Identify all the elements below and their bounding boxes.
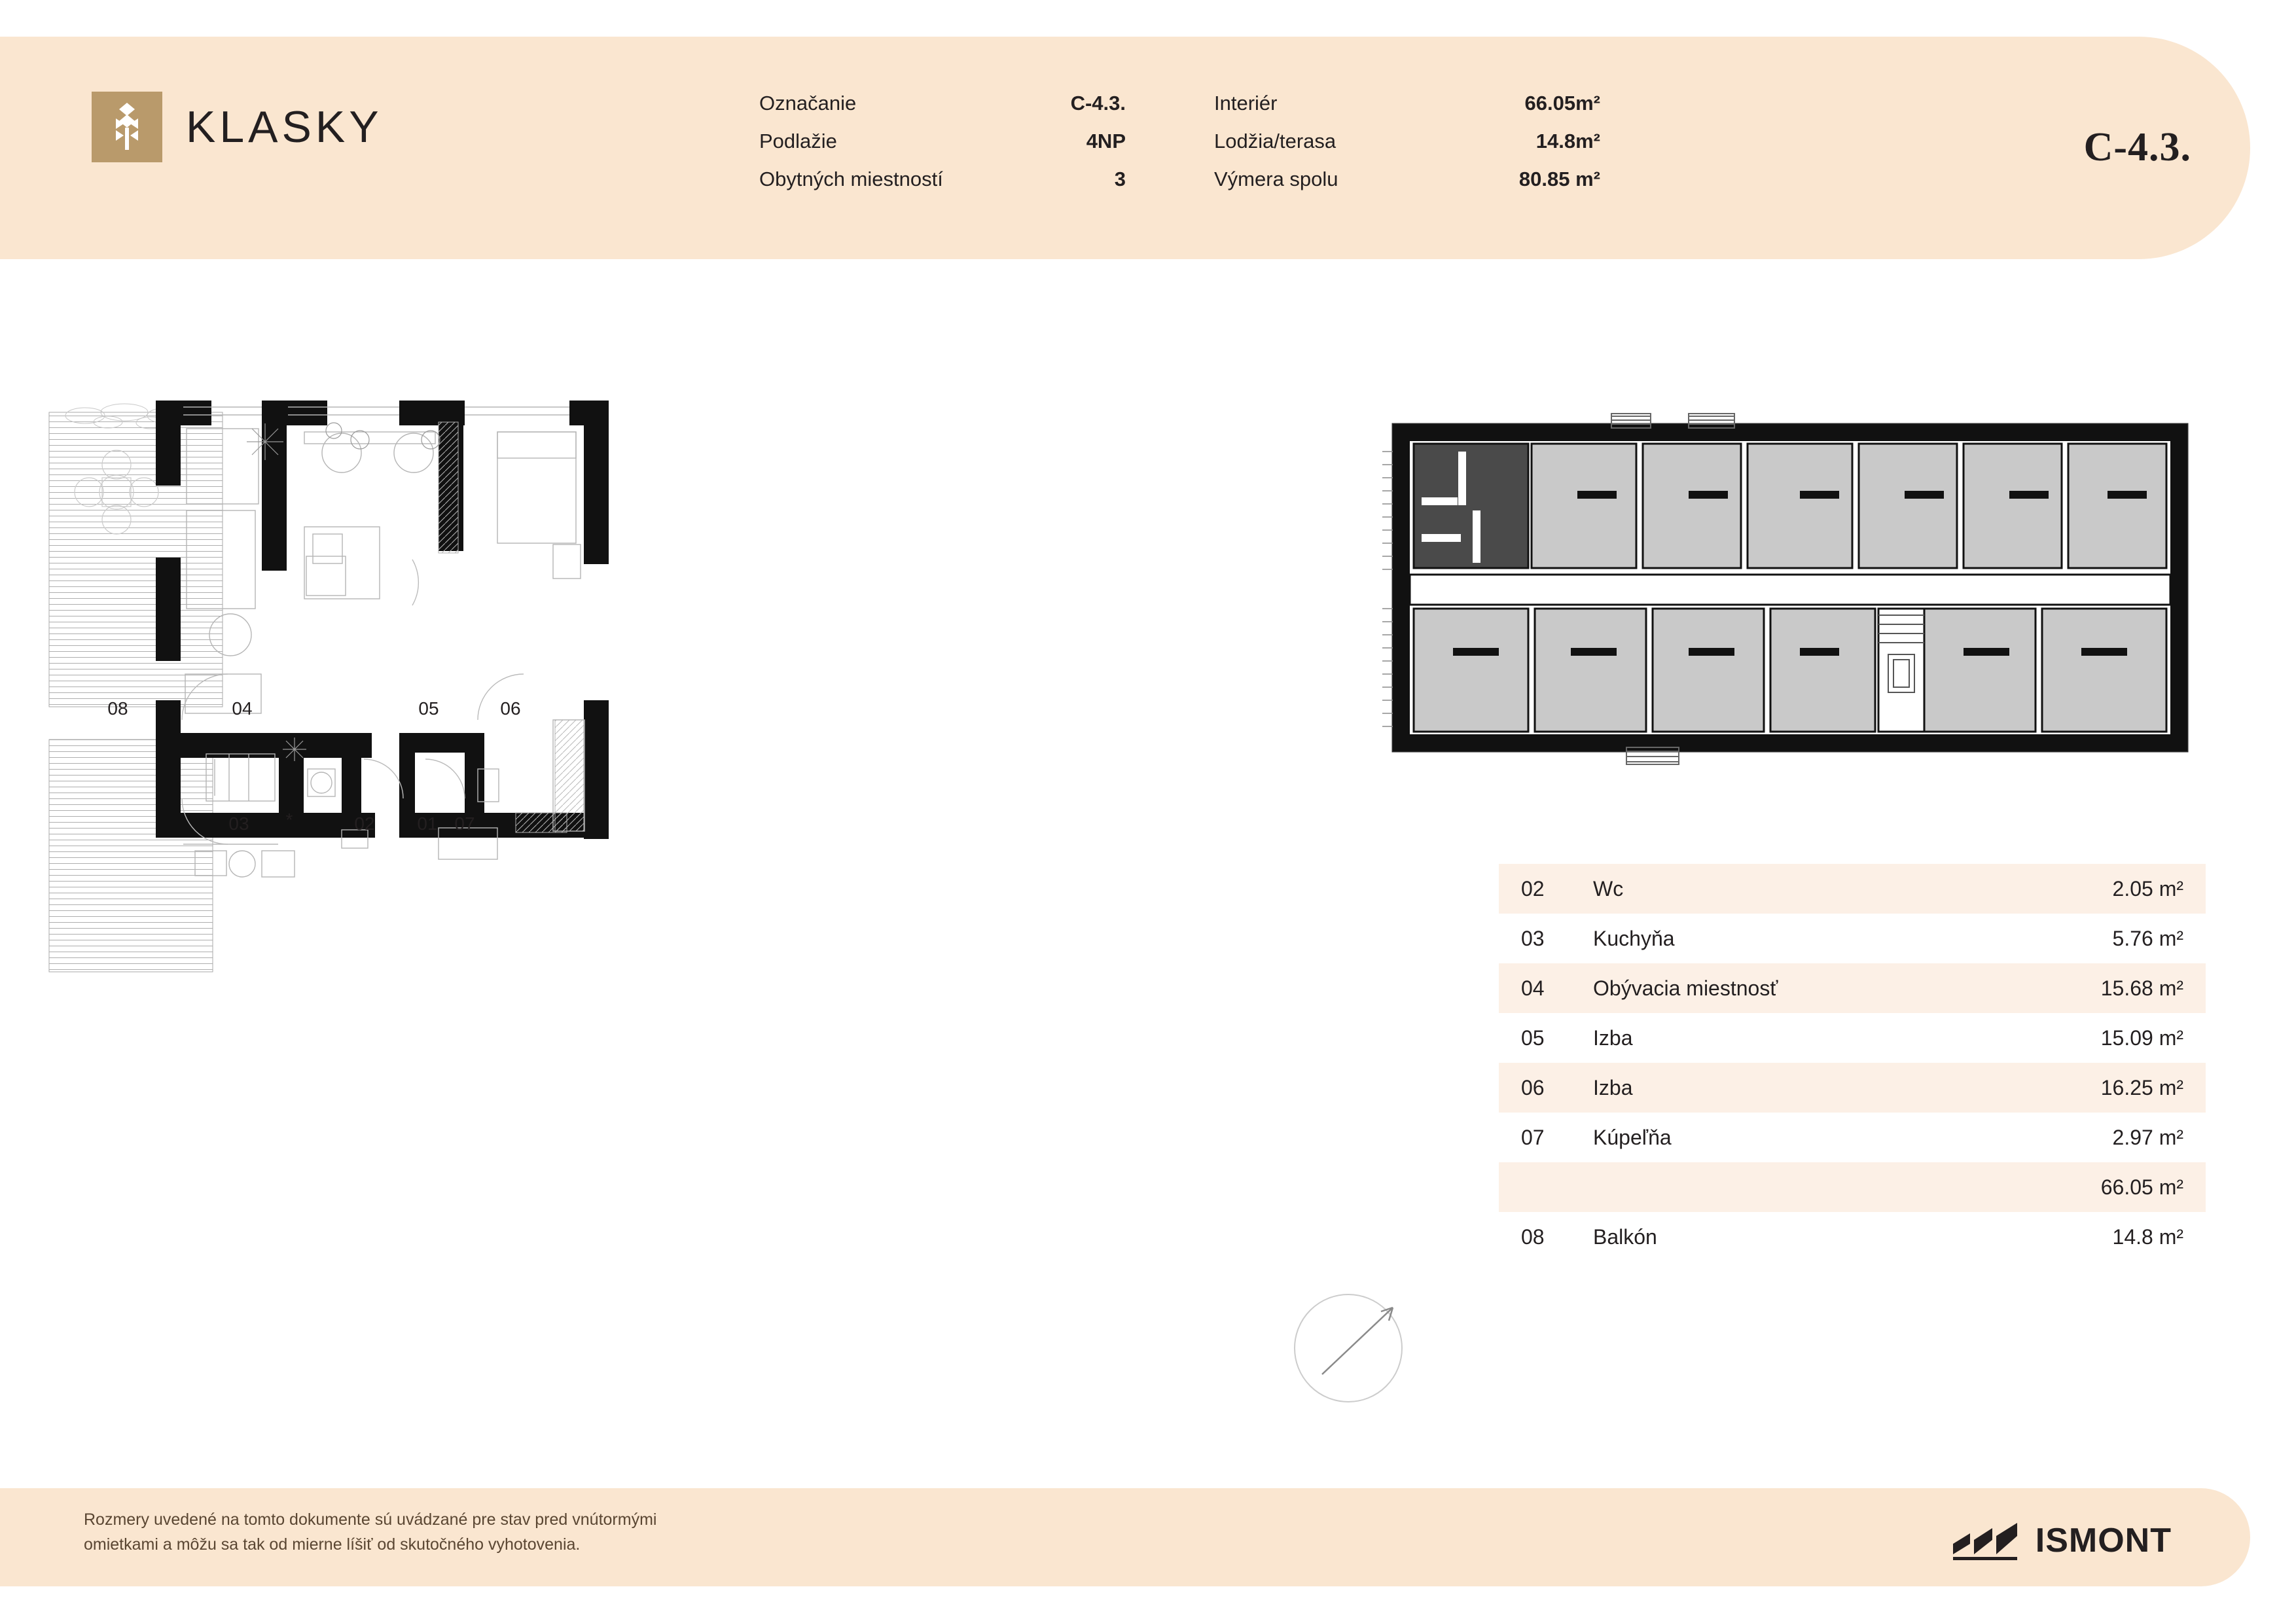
- spec-column-right: [1214, 92, 1607, 205]
- room-label-04: 04: [232, 698, 253, 719]
- room-name: Kuchyňa: [1593, 926, 1675, 950]
- spec-row-oznacanie: [759, 92, 1126, 115]
- spec-row-interier: [1214, 92, 1600, 115]
- spec-label: Výmera spolu: [1214, 168, 1338, 190]
- room-area: 15.68 m²: [2100, 976, 2183, 1000]
- room-number: 04: [1521, 976, 1545, 1000]
- spec-label: Obytných miestností: [759, 168, 943, 190]
- spec-row-lodzia-terasa: [1214, 130, 1600, 153]
- north-arrow-icon: [1283, 1283, 1414, 1414]
- room-name: Wc: [1593, 876, 1624, 901]
- room-area: 15.09 m²: [2100, 1026, 2183, 1050]
- room-label-02: 02: [354, 813, 375, 834]
- room-name: Obývacia miestnosť: [1593, 976, 1778, 1000]
- room-area: 16.25 m²: [2100, 1075, 2183, 1099]
- spec-row-obytnych-miestnosti: [759, 168, 1126, 191]
- table-row: [1499, 1013, 2206, 1063]
- spec-value: 80.85 m²: [1518, 168, 1600, 190]
- brand-logo: [92, 92, 383, 162]
- furniture-outlines: [183, 407, 584, 877]
- room-label-06: 06: [500, 698, 521, 719]
- spec-label: Interiér: [1214, 92, 1278, 115]
- ismont-logo: [1950, 1520, 2172, 1561]
- room-number: 08: [1521, 1224, 1545, 1249]
- disclaimer-line-2: omietkami a môžu sa tak od mierne líšiť od skutočného vyhotovenia.: [84, 1535, 581, 1554]
- highlighted-unit: [1414, 444, 1528, 568]
- room-area: 2.97 m²: [2112, 1125, 2183, 1149]
- room-area: 5.76 m²: [2112, 926, 2183, 950]
- brand-name: KLASKY: [186, 102, 383, 152]
- spec-label: Podlažie: [759, 130, 837, 152]
- balcony-area: [49, 404, 223, 972]
- room-label-07: 07: [454, 813, 475, 834]
- spec-label: Označanie: [759, 92, 857, 115]
- table-row: [1499, 1063, 2206, 1113]
- room-number: 03: [1521, 926, 1545, 950]
- table-row: [1499, 864, 2206, 914]
- spec-value: C-4.3.: [1070, 92, 1126, 115]
- room-number: 06: [1521, 1075, 1545, 1099]
- spec-row-vymera-spolu: [1214, 168, 1600, 191]
- spec-row-podlazie: [759, 130, 1126, 153]
- page-title: C-4.3.: [2083, 125, 2191, 169]
- ismont-mark-icon: [1950, 1520, 2021, 1561]
- spec-column-left: [759, 92, 1152, 205]
- structural-walls: [156, 401, 609, 759]
- room-area-total: 66.05 m²: [2100, 1175, 2183, 1199]
- spec-label: Lodžia/terasa: [1214, 130, 1336, 152]
- room-name: Balkón: [1593, 1224, 1657, 1249]
- table-row-subtotal: [1499, 1162, 2206, 1212]
- spec-value: 3: [1114, 168, 1126, 190]
- spec-value: 66.05m²: [1524, 92, 1600, 115]
- table-row: [1499, 1212, 2206, 1262]
- table-row: [1499, 963, 2206, 1013]
- room-number: 07: [1521, 1125, 1545, 1149]
- room-label-01: 01: [417, 813, 438, 834]
- spec-value: 4NP: [1086, 130, 1126, 152]
- company-name: ISMONT: [2035, 1522, 2172, 1560]
- room-number: 02: [1521, 876, 1545, 901]
- room-number: 05: [1521, 1026, 1545, 1050]
- disclaimer-text: [84, 1507, 869, 1558]
- room-name: Izba: [1593, 1075, 1633, 1099]
- wheat-ear-icon: [92, 92, 162, 162]
- disclaimer-line-1: Rozmery uvedené na tomto dokumente sú uvádzané pre stav pred vnútormými: [84, 1510, 657, 1529]
- floorplan-drawing: [46, 393, 1172, 1047]
- star-marker: *: [285, 810, 293, 830]
- room-label-05: 05: [418, 698, 439, 719]
- spec-value: 14.8m²: [1535, 130, 1600, 152]
- room-label-03: 03: [228, 813, 249, 834]
- table-row: [1499, 914, 2206, 963]
- building-keyplan: [1381, 412, 2199, 779]
- room-area: 14.8 m²: [2112, 1224, 2183, 1249]
- room-area: 2.05 m²: [2112, 876, 2183, 901]
- room-name: Kúpeľňa: [1593, 1125, 1672, 1149]
- room-label-08: 08: [107, 698, 128, 719]
- room-schedule-table: [1499, 864, 2206, 1262]
- room-name: Izba: [1593, 1026, 1633, 1050]
- table-row: [1499, 1113, 2206, 1162]
